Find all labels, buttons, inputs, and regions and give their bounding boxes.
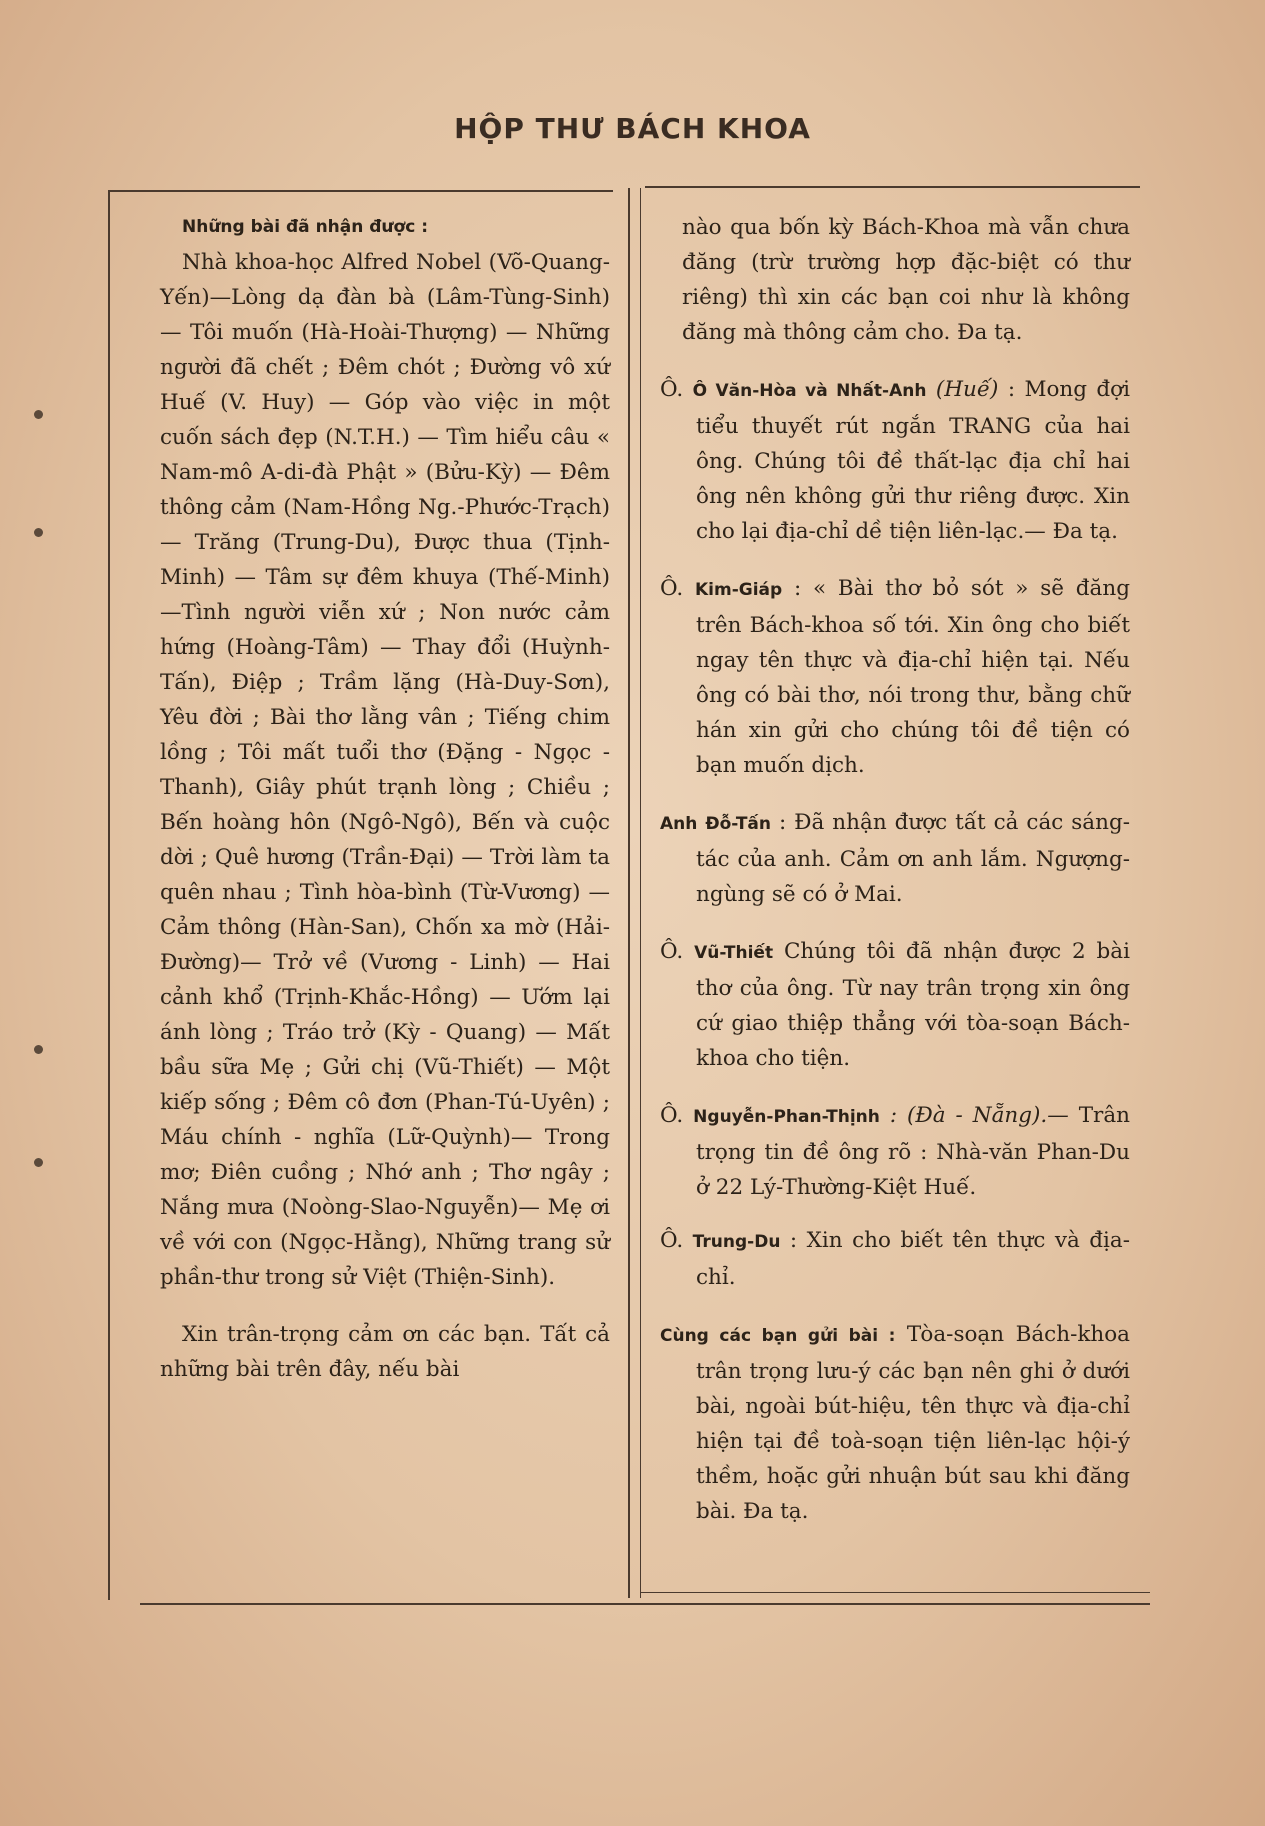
binding-hole xyxy=(34,410,43,419)
center-rule-a xyxy=(628,188,630,1598)
letter-item xyxy=(660,1223,1130,1295)
letter-text: : « Bài thơ bỏ sót » sẽ đăng trên Bách-khoa số tới. Xin ông cho biết ngay tên thực và địa-chỉ hiện tại. Nếu ông có bài thơ, nói trong thư, bằng chữ hán xin gửi cho chúng tôi đề tiện có bạn muốn dịch. xyxy=(696,576,1130,778)
letter-recipient: Ô Văn-Hòa và Nhất-Anh xyxy=(692,381,927,401)
right-column xyxy=(660,210,1130,1529)
letter-prefix: Ô. xyxy=(660,939,684,964)
right-top-rule xyxy=(645,186,1140,188)
notice-text: Tòa-soạn Bách-khoa trân trọng lưu-ý các bạn nên ghi ở dưới bài, ngoài bút-hiệu, tên thực và địa-chỉ hiện tại đề toà-soạn tiện liên-lạc hội-ý thềm, hoặc gửi nhuận bút sau khi đăng bài. Đa tạ. xyxy=(696,1322,1130,1524)
bottom-rule-thin xyxy=(640,1592,1150,1593)
letter-prefix: Ô. xyxy=(660,1103,684,1128)
letter-text: : Xin cho biết tên thực và địa-chỉ. xyxy=(696,1228,1130,1290)
letter-recipient: Trung-Du xyxy=(692,1232,781,1252)
letter-item xyxy=(660,1098,1130,1205)
left-top-rule xyxy=(108,190,613,192)
binding-hole xyxy=(34,528,43,537)
letter-text: Trân trọng tin đề ông rõ : Nhà-văn Phan-Du ở 22 Lý-Thường-Kiệt Huế. xyxy=(696,1103,1131,1200)
letter-prefix: Ô. xyxy=(660,1228,684,1253)
letter-text: Chúng tôi đã nhận được 2 bài thơ của ông. Từ nay trân trọng xin ông cứ giao thiệp thẳng với tòa-soạn Bách-khoa cho tiện. xyxy=(696,939,1130,1071)
binding-hole xyxy=(34,1158,43,1167)
notice-label: Cùng các bạn gửi bài : xyxy=(660,1326,896,1346)
letter-recipient: Nguyễn-Phan-Thịnh xyxy=(693,1107,880,1127)
letter-prefix: Ô. xyxy=(660,377,684,402)
left-column xyxy=(160,210,610,1387)
submission-notice xyxy=(660,1317,1130,1529)
letter-prefix: Ô. xyxy=(660,576,684,601)
letter-recipient: Vũ-Thiết xyxy=(694,943,774,963)
left-outer-rule xyxy=(108,190,110,1600)
continuation-text: nào qua bốn kỳ Bách-Khoa mà vẫn chưa đăng (trừ trường hợp đặc-biệt có thư riêng) thì xin các bạn coi như là không đăng mà thông cảm cho. Đa tạ. xyxy=(682,215,1130,345)
received-heading: Những bài đã nhận được : xyxy=(182,217,429,237)
letter-item xyxy=(660,571,1130,783)
letter-item xyxy=(660,805,1130,912)
letter-recipient: Kim-Giáp xyxy=(694,580,783,600)
letter-text: : Mong đợi tiểu thuyết rút ngắn TRANG của hai ông. Chúng tôi đề thất-lạc địa chỉ hai ông nên không gửi thư riêng được. Xin cho lại địa-chỉ dề tiện liên-lạc.— Đa tạ. xyxy=(696,377,1130,544)
thanks-note: Xin trân-trọng cảm ơn các bạn. Tất cả những bài trên đây, nếu bài xyxy=(160,1322,610,1382)
page-title: HỘP THƯ BÁCH KHOA xyxy=(454,112,811,145)
received-list: Nhà khoa-học Alfred Nobel (Võ-Quang-Yến)—Lòng dạ đàn bà (Lâm-Tùng-Sinh) — Tôi muốn (Hà-Hoài-Thượng) — Những người đã chết ; Đêm chót ; Đường vô xứ Huế (V. Huy) — Góp vào việc in một cuốn sách đẹp (N.T.H.) — Tìm hiểu câu « Nam-mô A-di-đà Phật » (Bửu-Kỳ) — Đêm thông cảm (Nam-Hồng Ng.-Phước-Trạch)— Trăng (Trung-Du), Được thua (Tịnh-Minh) — Tâm sự đêm khuya (Thế-Minh)—Tình người viễn xứ ; Non nước cảm hứng (Hoàng-Tâm) — Thay đổi (Huỳnh-Tấn), Điệp ; Trầm lặng (Hà-Duy-Sơn), Yêu đời ; Bài thơ lằng vân ; Tiếng chim lồng ; Tôi mất tuổi thơ (Đặng - Ngọc - Thanh), Giây phút trạnh lòng ; Chiều ; Bến hoàng hôn (Ngô-Ngô), Bến và cuộc dời ; Quê hương (Trần-Đại) — Trời làm ta quên nhau ; Tình hòa-bình (Từ-Vương) — Cảm thông (Hàn-San), Chốn xa mờ (Hải-Đường)— Trở về (Vương - Linh) — Hai cảnh khổ (Trịnh-Khắc-Hồng) — Ướm lại ánh lòng ; Tráo trở (Kỳ - Quang) — Mất bầu sữa Mẹ ; Gửi chị (Vũ-Thiết) — Một kiếp sống ; Đêm cô đơn (Phan-Tú-Uyên) ; Máu chính - nghĩa (Lữ-Quỳnh)— Trong mơ; Điên cuồng ; Nhớ anh ; Thơ ngây ; Nắng mưa (Noòng-Slao-Nguyễn)— Mẹ ơi về với con (Ngọc-Hằng), Những trang sử phần-thư trong sử Việt (Thiện-Sinh). xyxy=(160,250,610,1290)
binding-hole xyxy=(34,1045,43,1054)
letter-place: (Huế) xyxy=(935,377,999,402)
letter-place: : (Đà - Nẵng).— xyxy=(889,1103,1069,1128)
letter-prefix: Anh xyxy=(660,814,698,834)
letter-recipient: Đỗ-Tấn xyxy=(705,814,771,834)
center-rule-b xyxy=(640,188,641,1598)
letter-item xyxy=(660,934,1130,1076)
bottom-rule xyxy=(140,1603,1150,1605)
letter-text: : Đã nhận được tất cả các sáng-tác của anh. Cảm ơn anh lắm. Ngượng-ngùng sẽ có ở Mai. xyxy=(696,810,1130,907)
letter-item xyxy=(660,372,1130,549)
